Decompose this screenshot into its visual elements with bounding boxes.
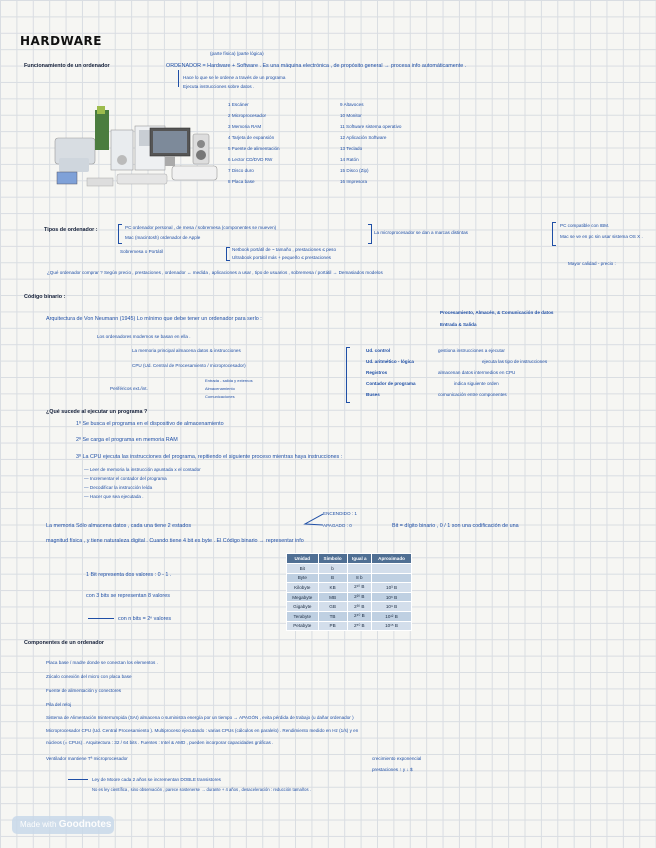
substep-4: — Hacer que sea ejecutada . [84,494,144,499]
units-header: Aproximado [372,554,412,564]
memoria-line2: magnitud física , y tiene naturaleza digital . Cuando tiene 4 bit es byte . El Código binario → representar info [46,538,304,544]
mejor-calidad: Mayor calidad - precio : [568,261,616,266]
component-item: 14 Ratón [340,157,359,162]
units-cell [372,564,412,574]
step-3: 3º La CPU ejecuta las instrucciones del programa, repitiendo el siguiente proceso mientras haya instrucciones : [76,454,343,460]
cpu-part-name: Ud. aritmético - lógica [366,359,414,364]
modernos: Los ordenadores modernos se basan en ella . [97,334,191,339]
substep-2: — Incrementar el contador del programa [84,476,167,481]
units-row [287,602,412,612]
arq-r2: Entrada & Salida [440,322,477,327]
perif-sub1: Entrada - salida y externos [205,378,253,383]
memoria-line1b: Bit = dígito binario , 0 / 1 son una codificación de una [392,523,519,529]
componente-item: Sistema de Alimentación Ininterrumpida (SAI) almacena o suministra energía por un tiempo → APAGÓN , evita pérdida de trabajo (u dañar ordenador ) [46,715,354,720]
nota-r1: crecimiento exponencial [372,756,422,761]
componente-item: Placa base / madre donde se conectan los elementos . [46,660,158,665]
cpu-part-name: Contador de programa [366,381,416,386]
estados-bracket [303,513,323,527]
perif-sub2: Almacenamiento [205,386,235,391]
step-2: 2º Se carga el programa en memoria RAM [76,437,178,443]
component-item: 6 Lector CD/DVD RW [228,157,273,162]
cpu-part-desc: gestiona instrucciones a ejecutar [438,348,505,353]
made-with-label: Made with [20,820,57,829]
units-row [287,592,412,602]
units-cell: B [318,573,347,583]
tres-bits: con 3 bits se representan 8 valores [86,593,170,599]
units-cell: 10¹⁵ B [372,621,412,631]
pc-note: La microprocesador se dan a marcas distintas [374,230,468,235]
substep-1: — Leer de memoria la instrucción apuntada x el contador [84,467,201,472]
componente-item: Pila del reloj [46,702,72,707]
componentes-label: Componentes de un ordenador [24,640,104,646]
units-cell: 10¹² B [372,611,412,621]
units-row [287,564,412,574]
memoria-line1a: La memoria Sólo almacena datos , cada una tiene 2 estados [46,523,192,529]
units-table [286,553,412,631]
units-row [287,621,412,631]
units-cell: 10³ B [372,583,412,593]
units-cell: KB [318,583,347,593]
units-row [287,583,412,593]
units-row [287,573,412,583]
pc-right2: Mac se ve en pc sin usar sistema OS X . [560,234,643,239]
units-cell: Megabyte [287,592,319,602]
n-bits: con n bits = 2ⁿ valores [118,616,172,622]
tipo-mac: Mac (macintosh) ordenador de Apple [125,235,201,240]
componente-item: Zócalo conexión del micro con placa base [46,674,132,679]
memoria-principal: La memoria principal almacena datos & instrucciones [132,348,241,353]
estado-encendido: ENCENDIDO : 1 [323,511,357,516]
cpu-part-name: Registros [366,370,388,375]
units-cell [372,573,412,583]
nota-r2: prestaciones ↑ y ↓ $ [372,767,413,772]
perif-sub3: Comunicaciones [205,394,235,399]
funcionamiento-label: Funcionamiento de un ordenador [24,63,110,69]
units-cell [347,564,372,574]
units-cell: MB [318,592,347,602]
units-cell: PB [318,621,347,631]
units-header: Unidad [287,554,319,564]
units-cell: Gigabyte [287,602,319,612]
tipo-pc: PC ordenador personal , de mesa / sobremesa (componentes se mueven) [125,225,277,230]
component-item: 15 Disco (Zip) [340,168,369,173]
component-item: 13 Teclado [340,146,363,151]
units-cell: GB [318,602,347,612]
units-cell: 2¹⁰ B [347,583,372,593]
units-row [287,611,412,621]
units-cell: Petabyte [287,621,319,631]
units-header: Igual a [347,554,372,564]
units-cell: 2⁴⁰ B [347,611,372,621]
units-cell: 2⁵⁰ B [347,621,372,631]
que-comprar: ¿Qué ordenador comprar ? Según precio , prestaciones , ordenador ↔ medida , aplicaciones a usar , tipo de usuarios , sobremesa / portátil → Demasiados modelos [47,270,383,275]
units-cell: Kilobyte [287,583,319,593]
perifericos: Periféricos ext./int. [110,386,148,391]
funcionamiento-sub1: Hace lo que se le ordene a través de un programa [183,75,286,80]
units-cell: b [318,564,347,574]
componente-item: Microprocesador CPU (Ud. Central Procesamiento ). Multiproceso ejecutando : varias CPUs (cálculos en paralelo) . Rendimiento medido en Hz (1/s) y en [46,728,359,733]
goodnotes-brand: Goodnotes [58,819,112,830]
units-cell: 10⁶ B [372,592,412,602]
bit-representa: 1 Bit representa dos valores : 0 - 1 . [86,572,172,578]
arq-r1: Procesamiento, Almacén, & Comunicación de datos [440,310,554,315]
component-item: 9 Altavoces [340,102,364,107]
ley-moore: Ley de Moore cada 2 años se incrementan DOBLE transistores [92,777,221,782]
units-cell: 10⁹ B [372,602,412,612]
arquitectura: Arquitectura de Von Neumann (1945) Lo mínimo que debe tener un ordenador para serlo : [46,316,262,322]
ejecutar-question: ¿Qué sucede al ejecutar un programa ? [46,409,148,415]
component-item: 8 Placa base [228,179,255,184]
cpu-part-desc: ejecuta las tipo de instrucciones [482,359,548,364]
component-item: 4 Tarjeta de expansión [228,135,275,140]
component-item: 3 Memoria RAM [228,124,262,129]
component-item: 2 Microprocesador [228,113,267,118]
parts-note: (parte física) (parte lógica) [210,51,264,56]
componente-item: núcleos (= CPUs) . Arquitectura : 32 / 64 bits . Fuentes : Intel & AMD , pueden incorporar capacidades gráficas . [46,740,274,745]
units-cell: Bit [287,564,319,574]
pc-right1: PC compatible con IBM. [560,223,610,228]
tipo-netbook: Netbook portátil de ~ tamaño , prestaciones ≤ peso [232,247,337,252]
units-cell: 2³⁰ B [347,602,372,612]
cpu-part-desc: almacenan datos intermedios en CPU [438,370,516,375]
goodnotes-watermark [12,816,114,834]
component-item: 1 Escáner [228,102,249,107]
component-item: 12 Aplicación Software [340,135,387,140]
units-cell: 2²⁰ B [347,592,372,602]
funcionamiento-sub2: Ejecuta instrucciones sobre datos . [183,84,255,89]
substep-3: — Decodificar la instrucción leída [84,485,153,490]
codigo-label: Código binario : [24,294,66,300]
cpu-part-name: Buses [366,392,380,397]
tipo-ultrabook: Ultrabook portátil más + pequeño ≤ prestaciones [232,255,331,260]
cpu-part-desc: indica siguiente orden [454,381,499,386]
page-title: HARDWARE [20,34,102,48]
units-cell: Byte [287,573,319,583]
component-item: 16 Impresora [340,179,368,184]
component-item: 11 Software sistema operativo [340,124,402,129]
ley-moore-2: No es ley científica , sino observación , parece sostenerse → durante + 4 años , desaceleración : reducción tamaños . [92,787,311,792]
ventilador: Ventilador mantiene Tª microprocesador [46,756,128,761]
units-cell: TB [318,611,347,621]
units-header: Símbolo [318,554,347,564]
units-cell: Terabyte [287,611,319,621]
tipos-label: Tipos de ordenador : [44,227,98,233]
units-cell: 8 b [347,573,372,583]
component-item: 7 Disco duro [228,168,254,173]
component-item: 5 Fuente de alimentación [228,146,280,151]
estado-apagado: APAGADO : 0 [323,523,352,528]
computer-components-illustration [47,100,227,195]
componente-item: Fuente de alimentación y conectores [46,688,122,693]
cpu-part-desc: comunicación entre componentes [438,392,507,397]
tipo-portatil: Sobremesa o Portátil [120,249,163,254]
ordenador-definition: ORDENADOR = Hardware + Software . Es una máquina electrónica , de propósito general → procesa info automáticamente . [166,63,467,69]
cpu-part-name: Ud. control [366,348,391,353]
step-1: 1º Se busca el programa en el dispositivo de almacenamiento [76,421,224,427]
component-item: 10 Monitor [340,113,362,118]
cpu-label: CPU (Ud. Central de Procesamiento / microprocesador) [132,363,246,368]
